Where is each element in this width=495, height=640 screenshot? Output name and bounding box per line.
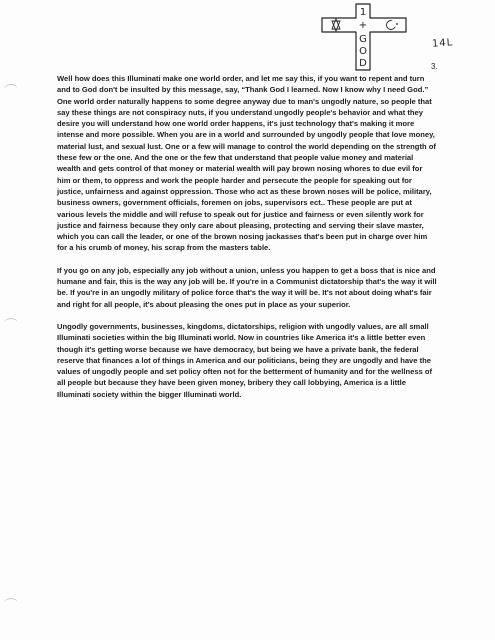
cross-letter-o: O: [359, 46, 367, 57]
paragraph-1: Well how does this Illuminati make one world order, and let me say this, if you want to repent and turn and to God don't be insulted by this message, say, “Thank God I learned. Now I know why I need God.” One world order naturally happens to some degree anyway due to man's ungodly nature, so people that say these things are not conspiracy nuts, if you understand ungodly people's behavior and what they desire you will understand how one world order happens, it's just technology that's making it more intense and more possible. When you are in a world and surrounded by ungodly people that love money, material lust, and sexual lust. One or a few will manage to control the world depending on the strength of these few or the one. And the one or the few that understand that people value money and material wealth and gets control of that money or material wealth will pay brown nosing whores to due evil for him or them, to oppress and work the people harder and persecute the people for speaking out for justice, unfairness and against oppression. Those who act as these brown noses will be police, military, business owners, government officials, foremen on jobs, supervisors ect.. These people are put at various levels the middle and will refuse to speak out for justice and fairness or even silently work for justice and fairness because they only care about pleasing, protecting and serving their slave master, which you can call the leader, or one of the brown nosing jackasses that's been put in charge over him for a his crumb of money, his scrap from the masters table.: [57, 74, 436, 253]
cross-letter-1: 1: [359, 7, 367, 18]
cross-letter-d: D: [359, 58, 367, 69]
handwritten-note: 14L: [431, 37, 454, 50]
punch-hole-bottom: [4, 598, 18, 609]
cross-letter-plus: +: [358, 20, 368, 31]
punch-hole-top: [4, 84, 18, 95]
page-number: 3.: [431, 62, 438, 71]
body-text: [57, 73, 437, 400]
paragraph-3: Ungodly governments, businesses, kingdoms, dictatorships, religion with ungodly values, are all small Illuminati societies within the big Illuminati world. Now in countries like America it's a little better even though it's getting worse because we have democracy, but being we have a private bank, the federal reserve that finances a lot of things in America and our politicians, being they are ungodly and have the values of ungodly people and set policy often not for the betterment of humanity and for the wellness of all people but because they have been given money, bribery they call lobbying, America is a little Illuminati society within the bigger Illuminati world.: [57, 321, 433, 399]
cross-drawing: [318, 2, 418, 72]
punch-hole-middle: [4, 318, 18, 329]
crescent-star-icon: [387, 20, 398, 29]
paragraph-2: If you go on any job, especially any job without a union, unless you happen to get a boss that is nice and humane and fair, this is the way any job will be. If you're in a Communist dictatorship that's the way it will be. If you're in an ungodly military of police force that's the way it will be. It's not about doing what's fair and right for all people, it's about pleasing the ones put in place as your superior.: [57, 265, 437, 309]
cross-letter-g: G: [359, 34, 367, 45]
star-of-david-icon: [332, 19, 340, 31]
